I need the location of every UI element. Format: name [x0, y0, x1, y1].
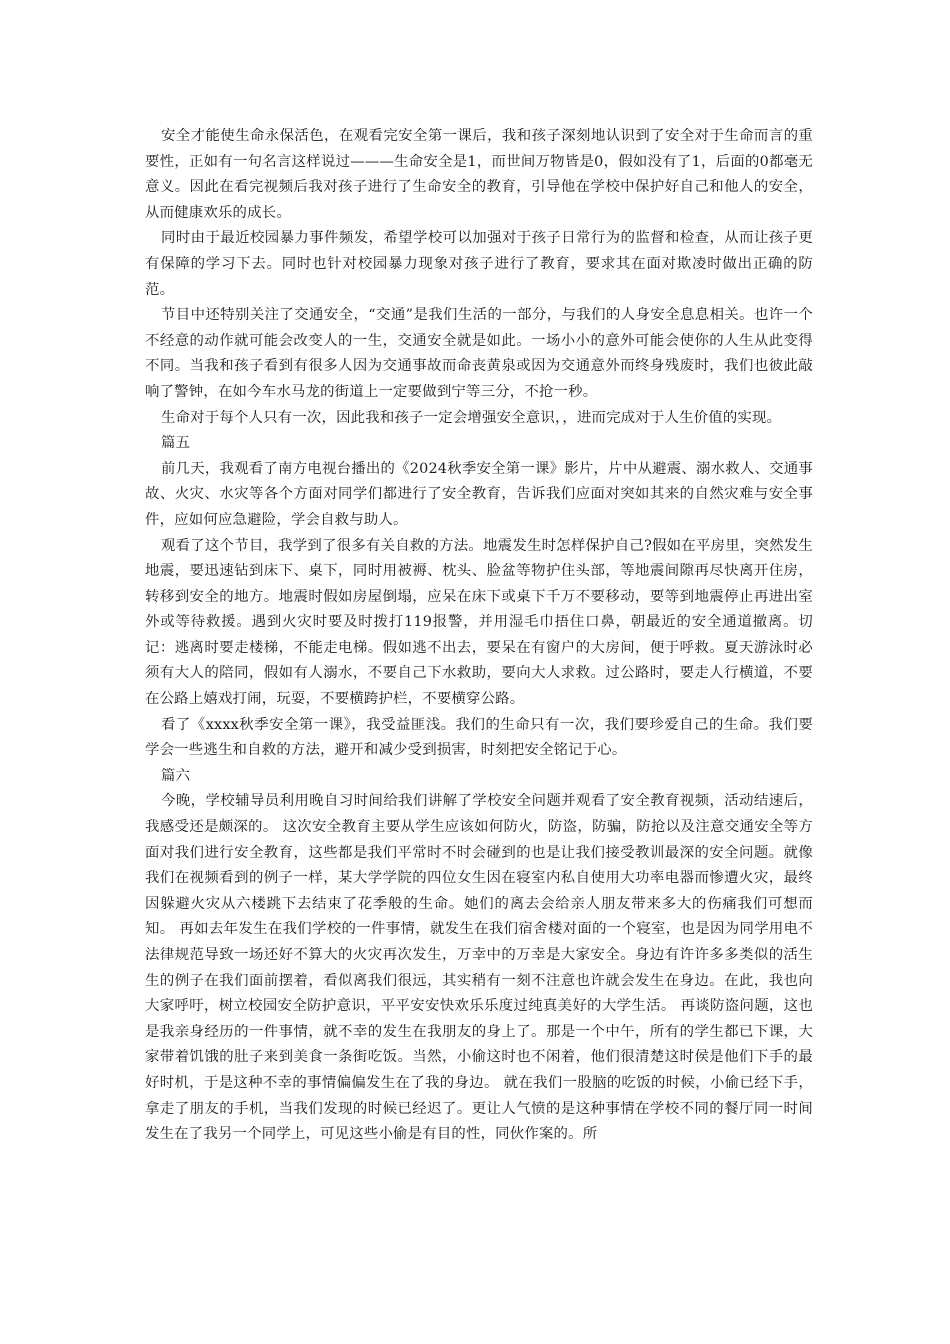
paragraph: 安全才能使生命永保活色，在观看完安全第一课后，我和孩子深刻地认识到了安全对于生命而言的重要性，正如有一句名言这样说过———生命安全是1，而世间万物皆是0，假如没有了1，后面的0都毫无意义。因此在看完视频后我对孩子进行了生命安全的教育，引导他在学校中保护好自己和他人的安全，从而健康欢乐的成长。: [145, 128, 813, 221]
paragraph: 生命对于每个人只有一次，因此我和孩子一定会增强安全意识，，进而完成对于人生价值的实现。: [161, 409, 782, 426]
paragraph: 今晚，学校辅导员利用晚自习时间给我们讲解了学校安全问题并观看了安全教育视频，活动结速后，我感受还是颇深的。 这次安全教育主要从学生应该如何防火，防盗，防骗，防抢以及注意交通安全等方面对我们进行安全教育，这些都是我们平常时不时会碰到的也是让我们接受教训最深的安全问题。就像我们在视频看到的例子一样，某大学学院的四位女生因在寝室内私自使用大功率电器而惨遭火灾，最终因躲避火灾从六楼跳下去结束了花季般的生命。她们的离去会给亲人朋友带来多大的伤痛我们可想而知。 再如去年发生在我们学校的一件事情，就发生在我们宿舍楼对面的一个寝室，也是因为同学用电不法律规范导致一场还好不算大的火灾再次发生，万幸中的万幸是大家安全。身边有许许多多类似的活生生的例子在我们面前摆着，看似离我们很远，其实稍有一刻不注意也许就会发生在身边。在此，我也向大家呼吁，树立校园安全防护意识，平平安安快欢乐乐度过纯真美好的大学生活。 再谈防盗问题，这也是我亲身经历的一件事情，就不幸的发生在我朋友的身上了。那是一个中午，所有的学生都已下课，大家带着饥饿的肚子来到美食一条街吃饭。当然，小偷这时也不闲着，他们很清楚这时侯是他们下手的最好时机，于是这种不幸的事情偏偏发生在了我的身边。 就在我们一股脑的吃饭的时候，小偷已经下手，拿走了朋友的手机，当我们发现的时候已经迟了。更让人气愤的是这种事情在学校不同的餐厅同一时间发生在了我另一个同学上，可见这些小偷是有目的性，同伙作案的。所: [145, 793, 813, 1143]
paragraph: 看了《xxxx秋季安全第一课》，我受益匪浅。我们的生命只有一次，我们要珍爱自己的生命。我们要学会一些逃生和自救的方法，避开和减少受到损害，时刻把安全铭记于心。: [145, 716, 813, 759]
paragraph: 同时由于最近校园暴力事件频发，希望学校可以加强对于孩子日常行为的监督和检查，从而让孩子更有保障的学习下去。同时也针对校园暴力现象对孩子进行了教育，要求其在面对欺凌时做出正确的防范。: [145, 230, 813, 298]
paragraph: 观看了这个节目，我学到了很多有关自救的方法。地震发生时怎样保护自己?假如在平房里，突然发生地震，要迅速钻到床下、桌下，同时用被褥、枕头、脸盆等物护住头部，等地震间隙再尽快离开住房，转移到安全的地方。地震时假如房屋倒塌，应呆在床下或桌下千万不要移动，要等到地震停止再进出室外或等待救援。遇到火灾时要及时拨打119报警，并用湿毛巾捂住口鼻，朝最近的安全通道撤离。切记：逃离时要走楼梯，不能走电梯。假如逃不出去，要呆在有窗户的大房间，便于呼救。夏天游泳时必须有大人的陪同，假如有人溺水，不要自己下水救助，要向大人求救。过公路时，要走人行横道，不要在公路上嬉戏打闹，玩耍，不要横跨护栏，不要横穿公路。: [145, 537, 813, 708]
document-body: [145, 124, 813, 1148]
section-heading: 篇五: [161, 435, 191, 452]
paragraph: 前几天，我观看了南方电视台播出的《2024秋季安全第一课》影片，片中从避震、溺水救人、交通事故、火灾、水灾等各个方面对同学们都进行了安全教育，告诉我们应面对突如其来的自然灾难与安全事件，应如何应急避险，学会自救与助人。: [145, 460, 813, 528]
paragraph: 节目中还特别关注了交通安全，“交通”是我们生活的一部分，与我们的人身安全息息相关。也许一个不经意的动作就可能会改变人的一生，交通安全就是如此。一场小小的意外可能会使你的人生从此变得不同。当我和孩子看到有很多人因为交通事故而命丧黄泉或因为交通意外而终身残废时，我们也彼此敲响了警钟，在如今车水马龙的街道上一定要做到宁等三分，不抢一秒。: [145, 307, 813, 400]
section-heading: 篇六: [161, 767, 191, 784]
